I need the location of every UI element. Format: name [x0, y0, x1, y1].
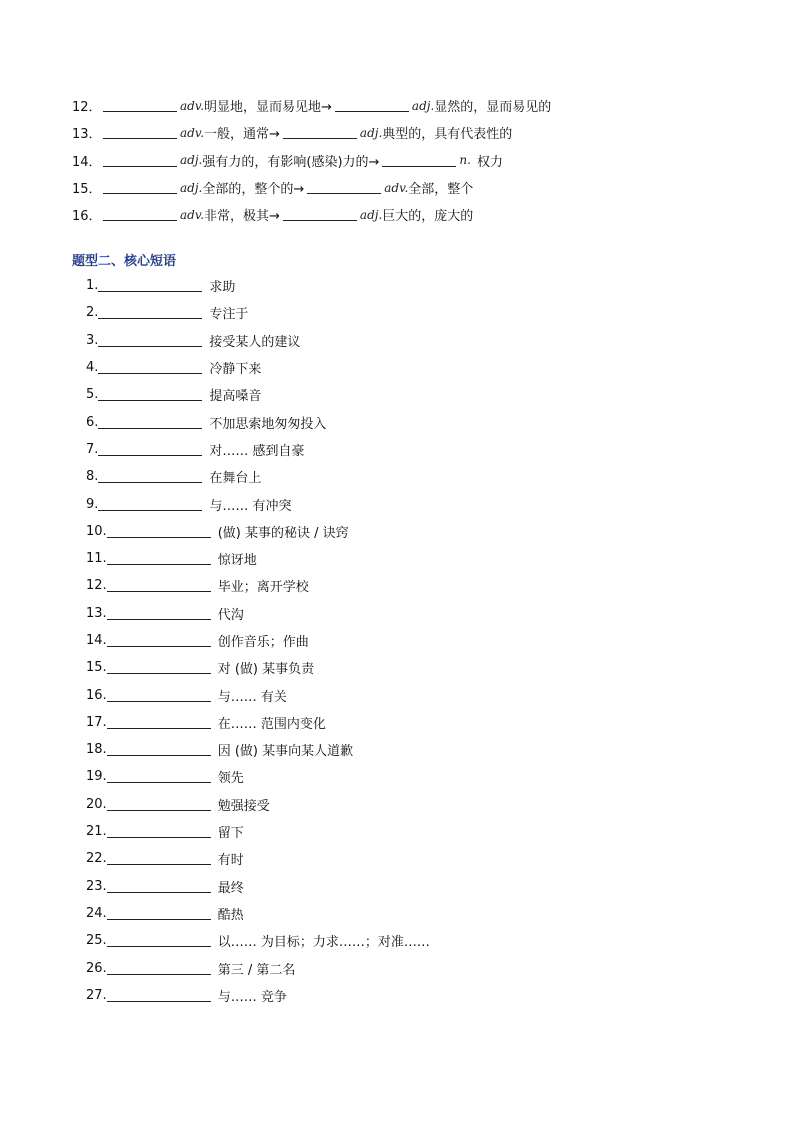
phrase-row [86, 818, 686, 845]
item-number: 15. [86, 660, 107, 676]
phrase-row [86, 954, 686, 981]
item-number: 1. [86, 278, 99, 294]
meaning-text: 强有力的，有影响(感染)力的→ [202, 154, 380, 170]
phrase-row [86, 654, 686, 681]
vocab-row [72, 147, 732, 174]
phrase-row [86, 272, 686, 299]
part-of-speech: adj. [411, 98, 435, 113]
answer-blank[interactable] [98, 334, 202, 347]
phrase-meaning: 留下 [217, 826, 244, 842]
answer-blank[interactable] [98, 498, 202, 511]
phrase-meaning: 与…… 竞争 [217, 989, 287, 1005]
phrase-meaning: 与…… 有关 [217, 689, 287, 705]
meaning-text: 非常，极其→ [204, 209, 280, 225]
answer-blank[interactable] [98, 470, 202, 483]
part-of-speech: adv. [180, 125, 205, 140]
meaning-text: 典型的，具有代表性的 [382, 127, 513, 143]
phrase-row [86, 900, 686, 927]
section-heading: 题型二、核心短语 [72, 254, 177, 269]
item-number: 5. [86, 387, 99, 403]
phrase-meaning: 最终 [217, 880, 244, 896]
phrase-meaning: 接受某人的建议 [209, 334, 301, 350]
phrase-row [86, 681, 686, 708]
part-of-speech: adj. [180, 153, 203, 168]
answer-blank[interactable] [107, 743, 211, 756]
phrase-meaning: 与…… 有冲突 [209, 498, 292, 514]
answer-blank[interactable] [107, 552, 211, 565]
meaning-text: 一般，通常→ [204, 127, 280, 143]
phrase-meaning: 领先 [217, 771, 244, 787]
phrase-meaning: 代沟 [217, 607, 244, 623]
phrase-meaning: 有时 [217, 853, 244, 869]
answer-blank[interactable] [107, 798, 211, 811]
item-number: 14. [86, 633, 107, 648]
answer-blank[interactable] [98, 306, 202, 319]
phrase-meaning: 在…… 范围内变化 [217, 716, 326, 732]
phrase-row [86, 436, 686, 463]
phrase-meaning: 提高嗓音 [209, 389, 262, 405]
phrase-meaning: 求助 [209, 280, 236, 296]
phrase-meaning: 对 (做) 某事负责 [217, 662, 315, 678]
phrase-row [86, 709, 686, 736]
answer-blank[interactable] [107, 880, 211, 893]
vocab-row [72, 201, 732, 228]
phrase-meaning: (做) 某事的秘诀 / 诀窍 [217, 525, 349, 541]
phrase-row [86, 927, 686, 954]
meaning-text: 权力 [476, 154, 503, 170]
part-of-speech: n. [459, 153, 471, 168]
vocab-row [72, 119, 732, 146]
answer-blank[interactable] [98, 361, 202, 374]
phrase-row [86, 381, 686, 408]
answer-blank[interactable] [103, 99, 177, 112]
phrase-meaning: 勉强接受 [217, 798, 270, 814]
phrase-row [86, 545, 686, 572]
item-number: 13. [86, 605, 107, 621]
phrase-meaning: 对…… 感到自豪 [209, 443, 305, 459]
answer-blank[interactable] [103, 208, 177, 221]
answer-blank[interactable] [107, 989, 211, 1002]
answer-blank[interactable] [283, 126, 357, 139]
answer-blank[interactable] [107, 907, 211, 920]
phrase-meaning: 冷静下来 [209, 362, 262, 378]
phrase-meaning: 不加思索地匆匆投入 [209, 416, 327, 432]
meaning-text: 明显地，显而易见地→ [204, 100, 332, 116]
phrase-meaning: 第三 / 第二名 [217, 962, 296, 978]
item-number: 13． [72, 127, 102, 143]
item-number: 3. [86, 332, 99, 348]
phrase-row [86, 982, 686, 1009]
phrase-meaning: 因 (做) 某事向某人道歉 [217, 744, 354, 760]
item-number: 8. [86, 469, 99, 485]
part-of-speech: adv. [384, 180, 409, 195]
item-number: 25. [86, 933, 107, 949]
part-of-speech: adj. [359, 207, 383, 222]
item-number: 26. [86, 960, 107, 976]
item-number: 14． [72, 154, 102, 170]
phrase-row [86, 600, 686, 627]
answer-blank[interactable] [382, 154, 456, 167]
phrase-row [86, 518, 686, 545]
item-number: 20. [86, 796, 107, 812]
item-number: 21. [86, 824, 107, 840]
phrase-row [86, 299, 686, 326]
answer-blank[interactable] [107, 525, 211, 538]
phrase-row [86, 463, 686, 490]
answer-blank[interactable] [98, 443, 202, 456]
answer-blank[interactable] [107, 661, 211, 674]
phrase-meaning: 以…… 为目标；力求……；对准…… [217, 935, 430, 951]
answer-blank[interactable] [307, 181, 381, 194]
answer-blank[interactable] [98, 416, 202, 429]
part-of-speech: adj. [359, 125, 383, 140]
answer-blank[interactable] [107, 770, 211, 783]
phrase-row [86, 408, 686, 435]
item-number: 18. [86, 742, 107, 758]
answer-blank[interactable] [107, 579, 211, 592]
phrase-row [86, 763, 686, 790]
item-number: 7. [86, 441, 99, 457]
item-number: 2. [86, 305, 99, 321]
meaning-text: 全部的，整个的→ [202, 182, 305, 198]
answer-blank[interactable] [107, 634, 211, 647]
item-number: 12. [86, 578, 107, 594]
item-number: 15． [72, 182, 102, 198]
item-number: 11. [86, 551, 107, 567]
item-number: 22. [86, 851, 107, 867]
phrase-meaning: 毕业；离开学校 [217, 580, 309, 596]
answer-blank[interactable] [107, 934, 211, 947]
answer-blank[interactable] [107, 825, 211, 838]
answer-blank[interactable] [107, 689, 211, 702]
answer-blank[interactable] [98, 388, 202, 401]
phrase-meaning: 惊讶地 [217, 553, 257, 569]
phrase-meaning: 酷热 [217, 907, 244, 923]
item-number: 12． [72, 100, 102, 116]
phrase-meaning: 专注于 [209, 307, 249, 323]
item-number: 17. [86, 714, 107, 730]
phrase-row [86, 490, 686, 517]
answer-blank[interactable] [103, 126, 177, 139]
item-number: 16. [86, 687, 107, 703]
part-of-speech: adv. [180, 207, 205, 222]
meaning-text: 全部，整个 [408, 182, 474, 198]
item-number: 10. [86, 523, 107, 539]
item-number: 16． [72, 209, 102, 225]
item-number: 9. [86, 496, 99, 512]
item-number: 24. [86, 905, 107, 921]
answer-blank[interactable] [98, 279, 202, 292]
phrase-row [86, 845, 686, 872]
item-number: 6. [86, 414, 99, 430]
vocab-section [72, 92, 732, 228]
vocab-row [72, 92, 732, 119]
answer-blank[interactable] [107, 852, 211, 865]
answer-blank[interactable] [103, 154, 177, 167]
answer-blank[interactable] [103, 181, 177, 194]
phrase-row [86, 791, 686, 818]
phrase-meaning: 在舞台上 [209, 471, 262, 487]
part-of-speech: adv. [180, 98, 205, 113]
item-number: 4. [86, 360, 99, 376]
phrase-row [86, 572, 686, 599]
phrase-row [86, 873, 686, 900]
meaning-text: 显然的，显而易见的 [434, 100, 552, 116]
answer-blank[interactable] [335, 99, 409, 112]
meaning-text: 巨大的，庞大的 [382, 209, 474, 225]
answer-blank[interactable] [283, 208, 357, 221]
phrase-meaning: 创作音乐；作曲 [217, 635, 309, 650]
vocab-row [72, 174, 732, 201]
phrase-row [86, 736, 686, 763]
item-number: 19. [86, 769, 107, 785]
item-number: 27. [86, 987, 107, 1003]
answer-blank[interactable] [107, 962, 211, 975]
phrase-row [86, 327, 686, 354]
phrase-row [86, 354, 686, 381]
phrase-row [86, 627, 686, 654]
item-number: 23. [86, 878, 107, 894]
phrase-list [86, 272, 686, 1009]
answer-blank[interactable] [107, 716, 211, 729]
answer-blank[interactable] [107, 607, 211, 620]
part-of-speech: adj. [180, 180, 203, 195]
